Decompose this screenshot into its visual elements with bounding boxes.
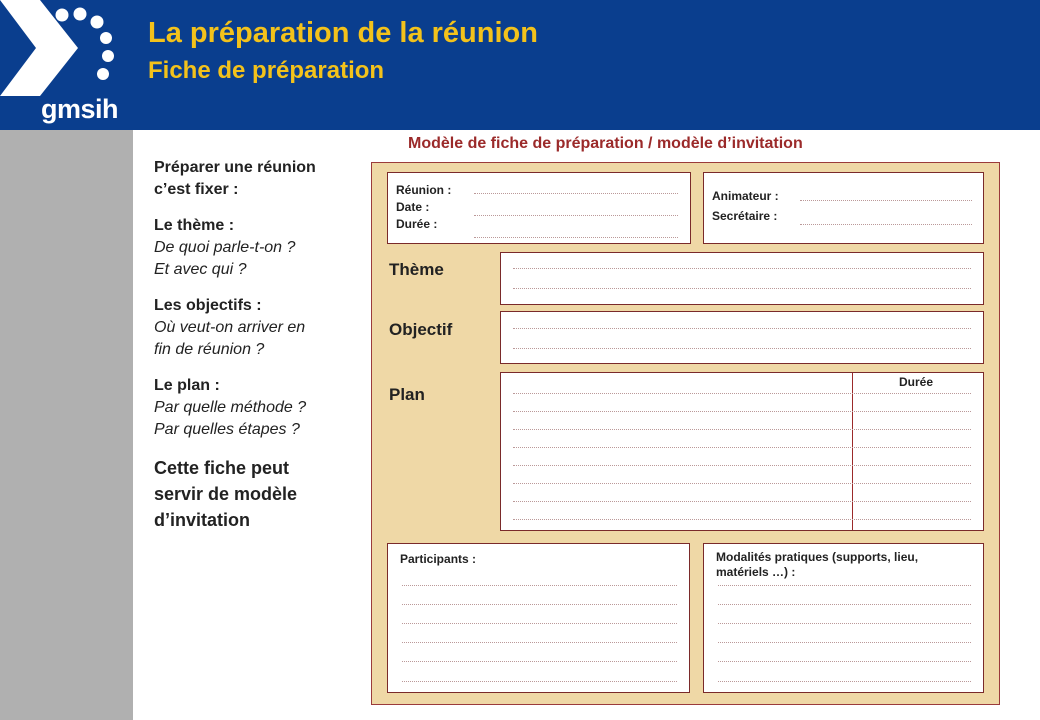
intro-line-2: c’est fixer : (154, 181, 239, 198)
conclusion-line-2: servir de modèle (154, 484, 298, 504)
conclusion-line-1: Cette fiche peut (154, 458, 290, 478)
header-banner (0, 0, 1040, 130)
preparation-form (371, 162, 1000, 705)
left-gray-bar (0, 130, 133, 720)
objectifs-question-1: Où veut-on arriver en (154, 319, 306, 336)
plan-question-1: Par quelle méthode ? (154, 399, 307, 416)
theme-box (500, 252, 984, 305)
theme-heading: Le thème : (154, 217, 235, 234)
secretaire-label: Secrétaire : (712, 209, 778, 223)
participants-box (387, 543, 690, 693)
logo-text: gmsih (41, 94, 119, 124)
plan-heading: Le plan : (154, 377, 220, 394)
plan-box (500, 372, 984, 531)
objectifs-question-2: fin de réunion ? (154, 341, 265, 358)
modalites-box (703, 543, 984, 693)
intro-line-1: Préparer une réunion (154, 159, 316, 176)
conclusion-line-3: d’invitation (154, 510, 250, 530)
date-label: Date : (396, 200, 430, 214)
duree-label: Durée : (396, 217, 438, 231)
animateur-box (703, 172, 984, 244)
objectif-label: Objectif (389, 320, 453, 339)
left-text-column (154, 157, 354, 533)
reunion-box (387, 172, 691, 244)
reunion-label: Réunion : (396, 183, 452, 197)
theme-question-1: De quoi parle-t-on ? (154, 239, 296, 256)
plan-label: Plan (389, 385, 425, 404)
modalites-label-line-1: Modalités pratiques (supports, lieu, (716, 550, 919, 564)
page-subtitle: Fiche de préparation (148, 57, 385, 84)
modalites-label-line-2: matériels …) : (716, 565, 796, 579)
objectif-box (500, 311, 984, 364)
plan-duree-label: Durée (899, 375, 934, 389)
form-title: Modèle de fiche de préparation / modèle d’invitation (408, 135, 803, 152)
theme-label: Thème (389, 260, 444, 279)
objectifs-heading: Les objectifs : (154, 297, 262, 314)
animateur-label: Animateur : (712, 189, 779, 203)
theme-question-2: Et avec qui ? (154, 261, 247, 278)
participants-label: Participants : (400, 552, 477, 566)
plan-question-2: Par quelles étapes ? (154, 421, 300, 438)
page-title: La préparation de la réunion (148, 17, 538, 49)
